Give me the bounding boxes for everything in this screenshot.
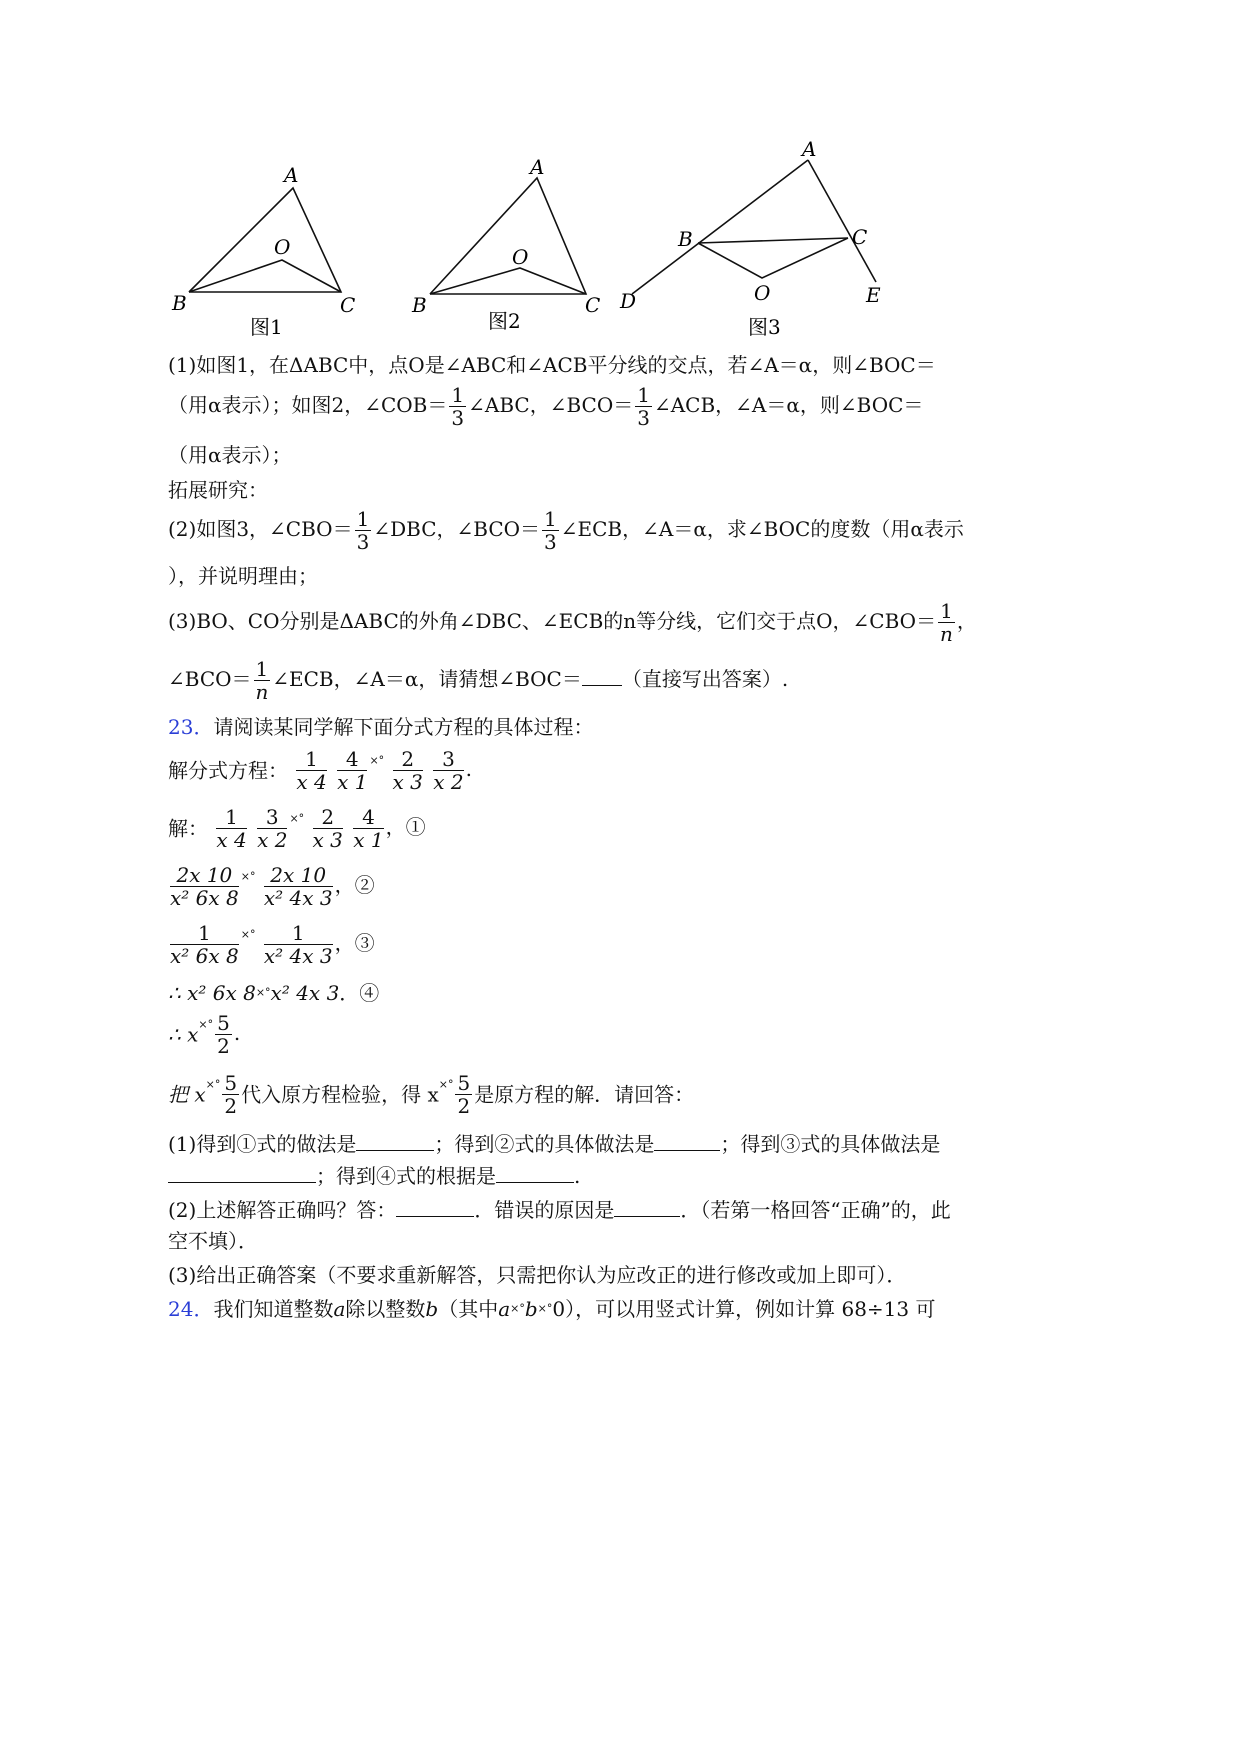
q23-step4: ∴ x² 6x 8×°x² 4x 3．④ <box>168 981 380 1005</box>
fig1-label-A: A <box>284 163 299 187</box>
q23-step2: $\frac{2x 10}{\text{x² 6x 8}}$ ×° $\frac{2x 10}{\text{x² 4x 3}}$ ，② <box>170 863 375 910</box>
q23-step5: ∴ x×° $\frac{5}{2}$ . <box>168 1011 241 1058</box>
figure-2 <box>400 150 620 350</box>
part2-line1: (2)如图3，∠CBO＝ $\frac{1}{3}$ ∠DBC，∠BCO＝ $\frac{1}{3}$ ∠ECB，∠A＝α，求∠BOC的度数（用α表示 <box>168 507 964 554</box>
fig2-label-C: C <box>585 293 601 317</box>
fig3-label-B: B <box>678 227 693 251</box>
q23-answer2-line1: (2)上述解答正确吗？答： ．错误的原因是 ．（若第一格回答“正确”的，此 <box>168 1198 951 1222</box>
figure-3 <box>610 130 910 345</box>
fig3-label-C: C <box>852 225 868 249</box>
q23-answer2-line2: 空不填）． <box>168 1229 258 1253</box>
answer-blank[interactable] <box>168 1162 316 1183</box>
fraction-one-third: $\frac{1}{3}$ <box>356 507 370 554</box>
fraction-one-third: $\frac{1}{3}$ <box>637 383 650 430</box>
fig1-label-C: C <box>340 293 356 317</box>
q23-number: 23． <box>168 715 214 739</box>
answer-blank[interactable] <box>396 1196 474 1217</box>
fraction-one-over-n: $\frac{1}{n}$ <box>255 657 269 704</box>
q23-equation: 解分式方程： $\frac{1}{x 4}$ $\frac{4}{x 1}$ ×° $\frac{2}{x 3}$ $\frac{3}{x 2}$ . <box>168 747 473 794</box>
fig3-caption: 图3 <box>748 315 781 339</box>
fig2-label-O: O <box>512 245 529 269</box>
part2-line2: ），并说明理由； <box>168 564 318 588</box>
fig3-label-E: E <box>866 283 881 307</box>
q23-answer1-line1: (1)得到①式的做法是 ；得到②式的具体做法是 ；得到③式的具体做法是 <box>168 1132 941 1156</box>
figure-1 <box>160 150 390 350</box>
fig1-caption: 图1 <box>250 315 283 339</box>
fig3-label-A: A <box>802 137 817 161</box>
fraction-one-third: $\frac{1}{3}$ <box>544 507 557 554</box>
fig3-label-D: D <box>620 289 637 313</box>
fig2-label-B: B <box>412 293 427 317</box>
q23-answer1-line2: ；得到④式的根据是 . <box>168 1162 580 1189</box>
part1-line1: (1)如图1，在ΔABC中，点O是∠ABC和∠ACB平分线的交点，若∠A＝α，则∠BOC＝ <box>168 353 936 377</box>
part1-line3: （用α表示）； <box>168 443 292 467</box>
fig1-label-B: B <box>172 291 187 315</box>
fig1-label-O: O <box>274 235 291 259</box>
part1-line2: （用α表示）；如图2，∠COB＝ $\frac{1}{3}$ ∠ABC，∠BCO＝ $\frac{1}{3}$ ∠ACB，∠A＝α，则∠BOC＝ <box>168 383 924 430</box>
fig3-label-O: O <box>754 281 771 305</box>
answer-blank[interactable] <box>356 1130 434 1151</box>
q24-stem: 24．我们知道整数a除以整数b（其中a×°b×°0），可以用竖式计算，例如计算 68÷13 可 <box>168 1297 936 1321</box>
fraction-one-over-n: $\frac{1}{n}$ <box>940 599 953 646</box>
answer-blank[interactable] <box>582 665 622 686</box>
extension-heading: 拓展研究： <box>168 478 268 502</box>
fraction-one-third: $\frac{1}{3}$ <box>451 383 465 430</box>
q23-check: 把 x×° $\frac{5}{2}$ 代入原方程检验，得 x×° $\frac{5}{2}$ 是原方程的解．请回答： <box>168 1071 695 1118</box>
part3-line1: (3)BO、CO分别是ΔABC的外角∠DBC、∠ECB的n等分线，它们交于点O，∠CBO＝ $\frac{1}{n}$ ， <box>168 599 977 646</box>
q24-number: 24． <box>168 1297 214 1321</box>
fig2-caption: 图2 <box>488 309 521 333</box>
q23-step1: 解： $\frac{1}{x 4}$ $\frac{3}{x 2}$ ×° $\frac{2}{x 3}$ $\frac{4}{x 1}$ ，① <box>168 805 426 852</box>
answer-blank[interactable] <box>496 1162 574 1183</box>
q23-step3: $\frac{1}{\text{x² 6x 8}}$ ×° $\frac{1}{\text{x² 4x 3}}$ ，③ <box>170 921 375 968</box>
fig2-label-A: A <box>530 155 545 179</box>
q23-answer3: (3)给出正确答案（不要求重新解答，只需把你认为应改正的进行修改或加上即可）． <box>168 1263 907 1287</box>
answer-blank[interactable] <box>654 1130 720 1151</box>
answer-blank[interactable] <box>614 1196 680 1217</box>
part3-line2: ∠BCO＝ $\frac{1}{n}$ ∠ECB，∠A＝α，请猜想∠BOC＝ （直接写出答案）. <box>168 657 789 704</box>
q23-stem: 23．请阅读某同学解下面分式方程的具体过程： <box>168 715 594 739</box>
